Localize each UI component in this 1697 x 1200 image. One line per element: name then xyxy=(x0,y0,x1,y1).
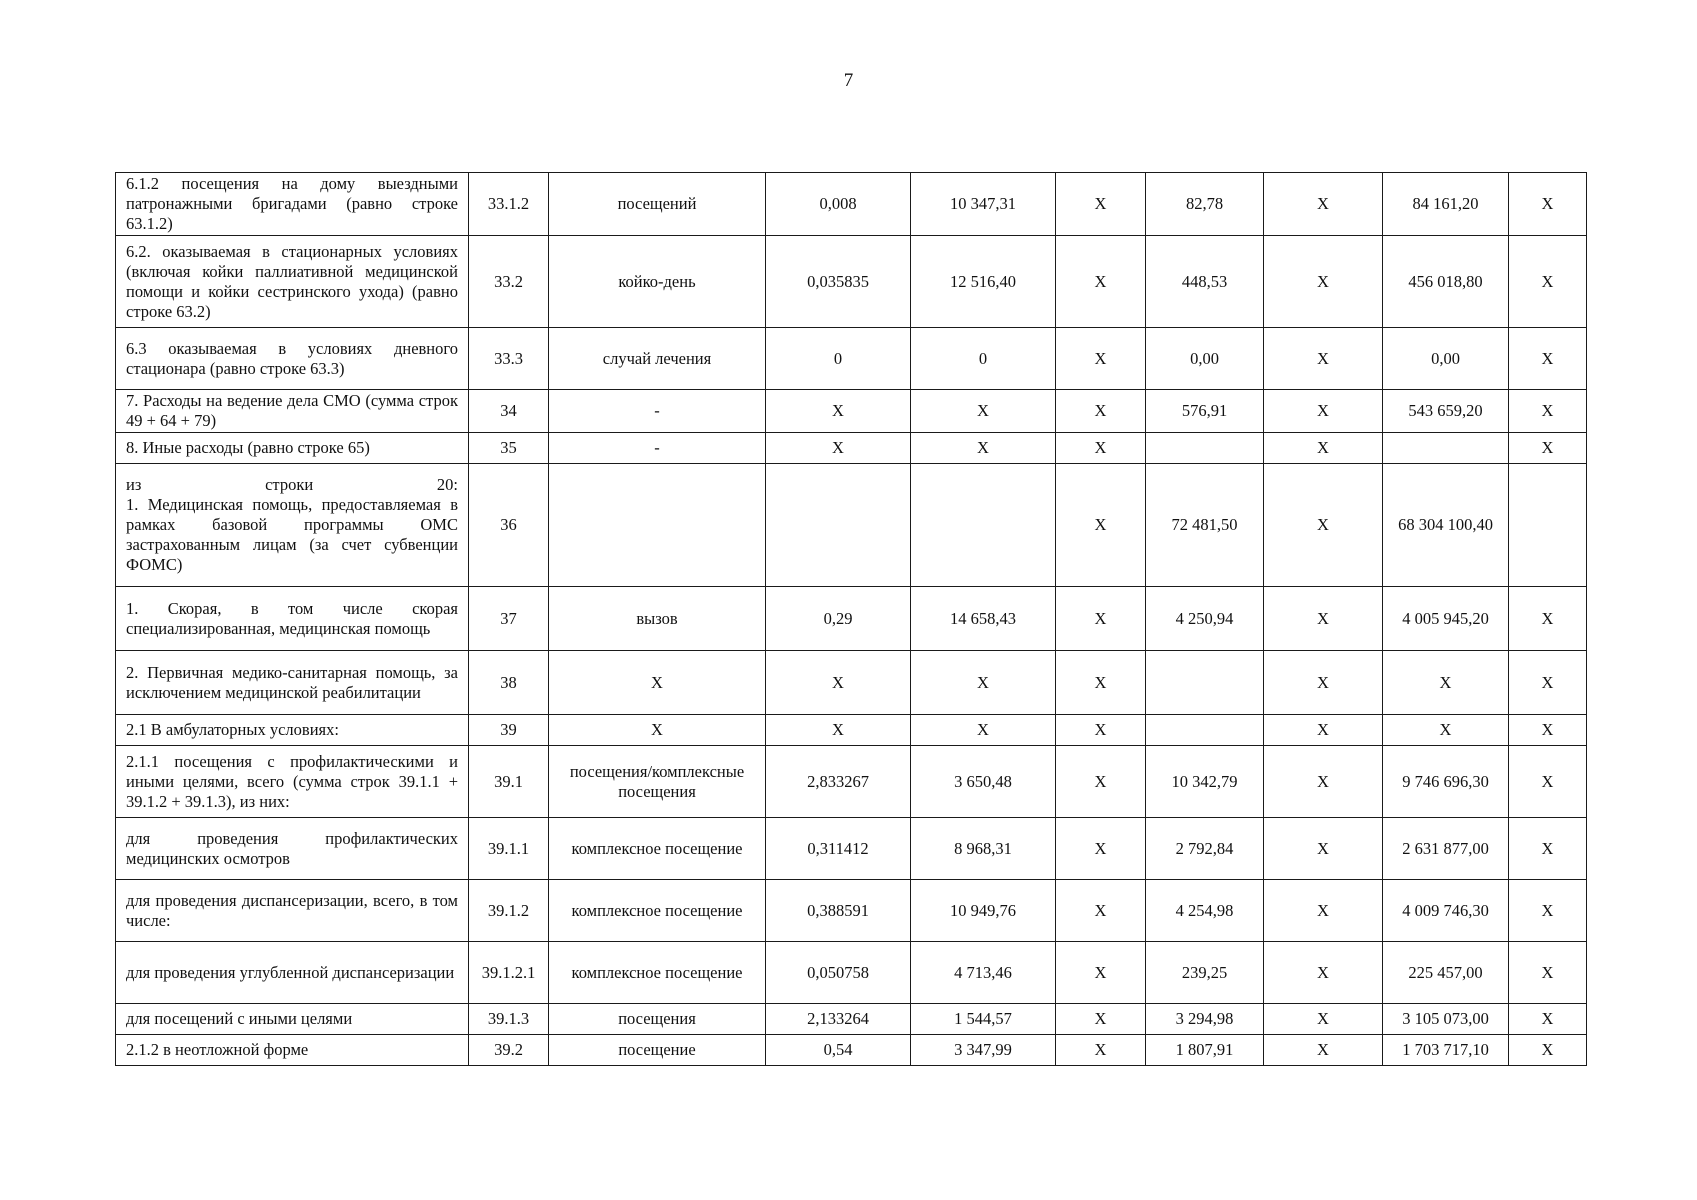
volume-norm-cell: 0,008 xyxy=(766,173,911,236)
table-row xyxy=(116,942,1587,1004)
cost-norm-cell: 12 516,40 xyxy=(911,236,1056,328)
cost-norm-cell: X xyxy=(911,390,1056,433)
total-budget-cell: X xyxy=(1264,173,1383,236)
cost-norm-cell: X xyxy=(911,715,1056,746)
share-cell: X xyxy=(1509,173,1587,236)
total-oms-cell: 84 161,20 xyxy=(1383,173,1509,236)
volume-norm-cell: 0,050758 xyxy=(766,942,911,1004)
row-number-cell: 39.2 xyxy=(469,1035,549,1066)
per-capita-budget-cell: X xyxy=(1056,464,1146,587)
unit-cell: посещения xyxy=(549,1004,766,1035)
per-capita-budget-cell: X xyxy=(1056,390,1146,433)
row-number-cell: 35 xyxy=(469,433,549,464)
total-budget-cell: X xyxy=(1264,880,1383,942)
share-cell: X xyxy=(1509,1035,1587,1066)
table-row xyxy=(116,390,1587,433)
total-oms-cell: 225 457,00 xyxy=(1383,942,1509,1004)
total-budget-cell: X xyxy=(1264,746,1383,818)
total-budget-cell: X xyxy=(1264,328,1383,390)
cost-norm-cell: 10 949,76 xyxy=(911,880,1056,942)
total-oms-cell: 2 631 877,00 xyxy=(1383,818,1509,880)
row-name-cell xyxy=(116,464,469,587)
total-oms-cell: X xyxy=(1383,715,1509,746)
row-number-cell: 39.1.2 xyxy=(469,880,549,942)
total-budget-cell: X xyxy=(1264,236,1383,328)
total-oms-cell: 0,00 xyxy=(1383,328,1509,390)
share-cell: X xyxy=(1509,942,1587,1004)
row-name-line: из строки 20: xyxy=(126,475,458,494)
cost-norm-cell: 4 713,46 xyxy=(911,942,1056,1004)
row-number-cell: 39 xyxy=(469,715,549,746)
unit-cell: комплексное посещение xyxy=(549,818,766,880)
per-capita-oms-cell: 10 342,79 xyxy=(1146,746,1264,818)
total-oms-cell: 4 009 746,30 xyxy=(1383,880,1509,942)
page-number: 7 xyxy=(843,70,854,91)
table-row xyxy=(116,880,1587,942)
total-oms-cell: 3 105 073,00 xyxy=(1383,1004,1509,1035)
share-cell: X xyxy=(1509,236,1587,328)
volume-norm-cell: X xyxy=(766,433,911,464)
total-oms-cell: 456 018,80 xyxy=(1383,236,1509,328)
data-table xyxy=(115,172,1587,1066)
row-name-cell: 2. Первичная медико-санитарная помощь, за исключением медицинской реабилитации xyxy=(116,651,469,715)
total-budget-cell: X xyxy=(1264,651,1383,715)
cost-norm-cell: 14 658,43 xyxy=(911,587,1056,651)
per-capita-oms-cell xyxy=(1146,651,1264,715)
total-budget-cell: X xyxy=(1264,1035,1383,1066)
per-capita-budget-cell: X xyxy=(1056,587,1146,651)
row-name-cell: для проведения профилактических медицинских осмотров xyxy=(116,818,469,880)
table-row xyxy=(116,587,1587,651)
per-capita-budget-cell: X xyxy=(1056,173,1146,236)
per-capita-budget-cell: X xyxy=(1056,433,1146,464)
row-number-cell: 39.1.3 xyxy=(469,1004,549,1035)
row-number-cell: 38 xyxy=(469,651,549,715)
table-row xyxy=(116,715,1587,746)
volume-norm-cell: 0,29 xyxy=(766,587,911,651)
row-name-cell: 7. Расходы на ведение дела СМО (сумма строк 49 + 64 + 79) xyxy=(116,390,469,433)
volume-norm-cell: 0 xyxy=(766,328,911,390)
row-number-cell: 39.1 xyxy=(469,746,549,818)
total-budget-cell: X xyxy=(1264,464,1383,587)
total-oms-cell: 543 659,20 xyxy=(1383,390,1509,433)
total-oms-cell xyxy=(1383,433,1509,464)
unit-cell: комплексное посещение xyxy=(549,942,766,1004)
volume-norm-cell: 0,54 xyxy=(766,1035,911,1066)
table-row xyxy=(116,236,1587,328)
volume-norm-cell: 2,833267 xyxy=(766,746,911,818)
row-number-cell: 33.3 xyxy=(469,328,549,390)
row-name-cell: 6.2. оказываемая в стационарных условиях (включая койки паллиативной медицинской помощи и койки сестринского ухода) (равно строке 63.2) xyxy=(116,236,469,328)
per-capita-oms-cell: 0,00 xyxy=(1146,328,1264,390)
total-oms-cell: 68 304 100,40 xyxy=(1383,464,1509,587)
total-budget-cell: X xyxy=(1264,818,1383,880)
table-row xyxy=(116,464,1587,587)
table-row xyxy=(116,818,1587,880)
per-capita-oms-cell: 239,25 xyxy=(1146,942,1264,1004)
share-cell: X xyxy=(1509,587,1587,651)
share-cell xyxy=(1509,464,1587,587)
cost-norm-cell: 3 650,48 xyxy=(911,746,1056,818)
cost-norm-cell: X xyxy=(911,651,1056,715)
per-capita-budget-cell: X xyxy=(1056,651,1146,715)
share-cell: X xyxy=(1509,880,1587,942)
row-name-cell: 6.1.2 посещения на дому выездными патронажными бригадами (равно строке 63.1.2) xyxy=(116,173,469,236)
unit-cell: посещение xyxy=(549,1035,766,1066)
unit-cell: X xyxy=(549,651,766,715)
volume-norm-cell xyxy=(766,464,911,587)
unit-cell: посещения/комплексные посещения xyxy=(549,746,766,818)
row-name-cell: для посещений с иными целями xyxy=(116,1004,469,1035)
unit-cell: посещений xyxy=(549,173,766,236)
row-number-cell: 33.1.2 xyxy=(469,173,549,236)
total-budget-cell: X xyxy=(1264,433,1383,464)
per-capita-oms-cell xyxy=(1146,715,1264,746)
per-capita-budget-cell: X xyxy=(1056,818,1146,880)
row-number-cell: 33.2 xyxy=(469,236,549,328)
row-number-cell: 36 xyxy=(469,464,549,587)
unit-cell: X xyxy=(549,715,766,746)
row-name-cell: 2.1.2 в неотложной форме xyxy=(116,1035,469,1066)
volume-norm-cell: 0,035835 xyxy=(766,236,911,328)
per-capita-budget-cell: X xyxy=(1056,328,1146,390)
share-cell: X xyxy=(1509,715,1587,746)
total-oms-cell: 1 703 717,10 xyxy=(1383,1035,1509,1066)
total-oms-cell: X xyxy=(1383,651,1509,715)
share-cell: X xyxy=(1509,818,1587,880)
share-cell: X xyxy=(1509,433,1587,464)
total-budget-cell: X xyxy=(1264,715,1383,746)
per-capita-oms-cell: 4 250,94 xyxy=(1146,587,1264,651)
per-capita-oms-cell: 4 254,98 xyxy=(1146,880,1264,942)
per-capita-budget-cell: X xyxy=(1056,1035,1146,1066)
per-capita-oms-cell: 3 294,98 xyxy=(1146,1004,1264,1035)
per-capita-budget-cell: X xyxy=(1056,880,1146,942)
row-name-cell: 2.1.1 посещения с профилактическими и иными целями, всего (сумма строк 39.1.1 + 39.1.2 + 39.1.3), из них: xyxy=(116,746,469,818)
per-capita-budget-cell: X xyxy=(1056,942,1146,1004)
cost-norm-cell: 0 xyxy=(911,328,1056,390)
per-capita-oms-cell: 82,78 xyxy=(1146,173,1264,236)
share-cell: X xyxy=(1509,746,1587,818)
unit-cell: комплексное посещение xyxy=(549,880,766,942)
table-row xyxy=(116,328,1587,390)
row-name-cell: 6.3 оказываемая в условиях дневного стационара (равно строке 63.3) xyxy=(116,328,469,390)
unit-cell: вызов xyxy=(549,587,766,651)
total-budget-cell: X xyxy=(1264,587,1383,651)
row-number-cell: 39.1.1 xyxy=(469,818,549,880)
per-capita-oms-cell: 1 807,91 xyxy=(1146,1035,1264,1066)
per-capita-oms-cell xyxy=(1146,433,1264,464)
unit-cell: койко-день xyxy=(549,236,766,328)
per-capita-oms-cell: 2 792,84 xyxy=(1146,818,1264,880)
table-row xyxy=(116,1035,1587,1066)
total-budget-cell: X xyxy=(1264,942,1383,1004)
cost-norm-cell: 1 544,57 xyxy=(911,1004,1056,1035)
volume-norm-cell: 2,133264 xyxy=(766,1004,911,1035)
unit-cell xyxy=(549,464,766,587)
share-cell: X xyxy=(1509,1004,1587,1035)
row-name-cell: 1. Скорая, в том числе скорая специализированная, медицинская помощь xyxy=(116,587,469,651)
volume-norm-cell: 0,388591 xyxy=(766,880,911,942)
cost-norm-cell xyxy=(911,464,1056,587)
per-capita-budget-cell: X xyxy=(1056,746,1146,818)
volume-norm-cell: X xyxy=(766,651,911,715)
unit-cell: случай лечения xyxy=(549,328,766,390)
per-capita-budget-cell: X xyxy=(1056,236,1146,328)
per-capita-oms-cell: 72 481,50 xyxy=(1146,464,1264,587)
table-row xyxy=(116,1004,1587,1035)
total-budget-cell: X xyxy=(1264,1004,1383,1035)
cost-norm-cell: X xyxy=(911,433,1056,464)
row-number-cell: 34 xyxy=(469,390,549,433)
row-number-cell: 37 xyxy=(469,587,549,651)
cost-norm-cell: 3 347,99 xyxy=(911,1035,1056,1066)
row-name-cell: 2.1 В амбулаторных условиях: xyxy=(116,715,469,746)
volume-norm-cell: X xyxy=(766,390,911,433)
cost-norm-cell: 8 968,31 xyxy=(911,818,1056,880)
table-row xyxy=(116,746,1587,818)
unit-cell: - xyxy=(549,390,766,433)
row-name-cell: для проведения диспансеризации, всего, в том числе: xyxy=(116,880,469,942)
unit-cell: - xyxy=(549,433,766,464)
table-row xyxy=(116,433,1587,464)
per-capita-oms-cell: 448,53 xyxy=(1146,236,1264,328)
table-row xyxy=(116,651,1587,715)
row-name-cell: 8. Иные расходы (равно строке 65) xyxy=(116,433,469,464)
per-capita-budget-cell: X xyxy=(1056,1004,1146,1035)
table-row xyxy=(116,173,1587,236)
total-oms-cell: 4 005 945,20 xyxy=(1383,587,1509,651)
cost-norm-cell: 10 347,31 xyxy=(911,173,1056,236)
row-name-cell: для проведения углубленной диспансеризации xyxy=(116,942,469,1004)
per-capita-oms-cell: 576,91 xyxy=(1146,390,1264,433)
total-budget-cell: X xyxy=(1264,390,1383,433)
volume-norm-cell: 0,311412 xyxy=(766,818,911,880)
per-capita-budget-cell: X xyxy=(1056,715,1146,746)
row-name-line: 1. Медицинская помощь, предоставляемая в рамках базовой программы ОМС застрахованным лицам (за счет субвенции ФОМС) xyxy=(126,495,458,574)
share-cell: X xyxy=(1509,390,1587,433)
row-number-cell: 39.1.2.1 xyxy=(469,942,549,1004)
share-cell: X xyxy=(1509,328,1587,390)
share-cell: X xyxy=(1509,651,1587,715)
volume-norm-cell: X xyxy=(766,715,911,746)
total-oms-cell: 9 746 696,30 xyxy=(1383,746,1509,818)
